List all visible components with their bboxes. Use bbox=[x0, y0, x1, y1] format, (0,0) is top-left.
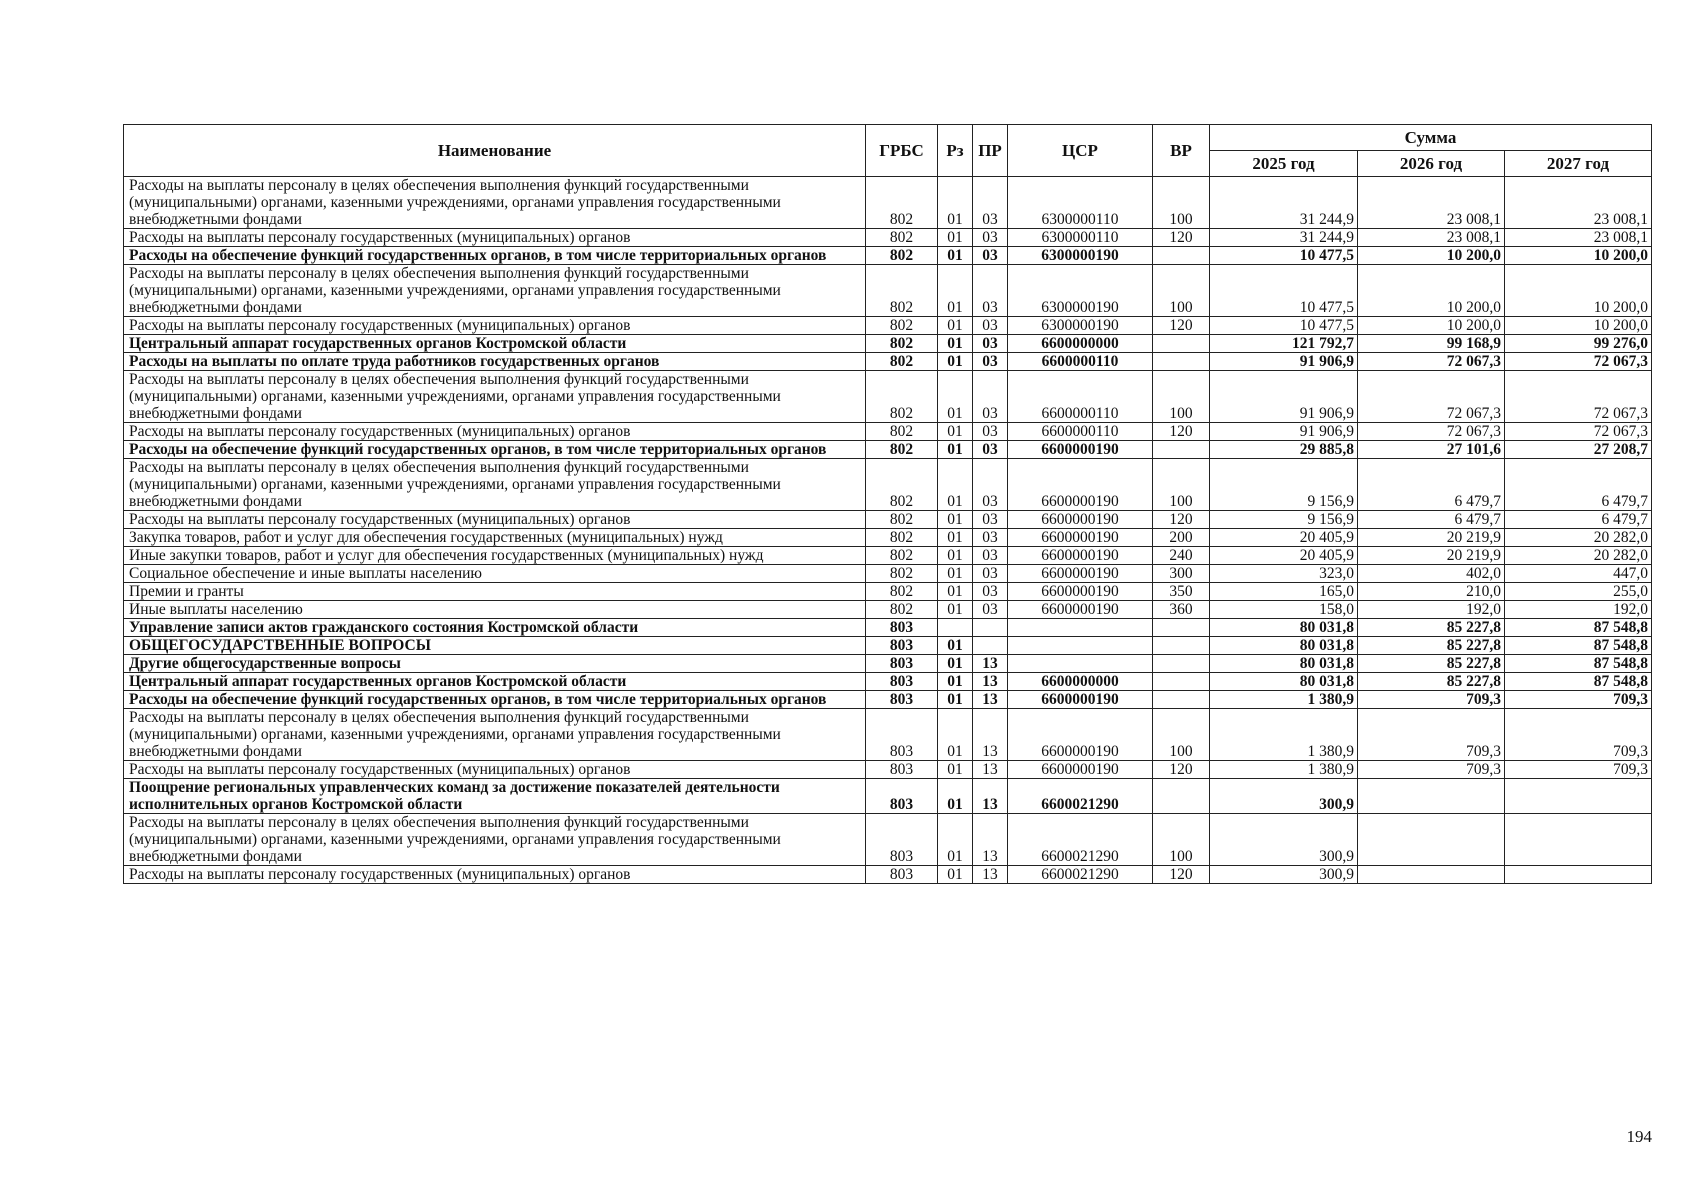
cell-sum-2027 bbox=[1505, 779, 1652, 814]
cell-grbs: 802 bbox=[866, 229, 938, 247]
cell-sum-2025: 80 031,8 bbox=[1210, 637, 1358, 655]
table-row bbox=[124, 691, 1652, 709]
table-row bbox=[124, 177, 1652, 229]
cell-vr: 120 bbox=[1153, 423, 1210, 441]
cell-rz: 01 bbox=[938, 177, 973, 229]
cell-sum-2027: 709,3 bbox=[1505, 761, 1652, 779]
cell-csr: 6300000190 bbox=[1008, 265, 1153, 317]
cell-pr: 03 bbox=[973, 601, 1008, 619]
cell-sum-2026: 99 168,9 bbox=[1358, 335, 1505, 353]
cell-sum-2027: 447,0 bbox=[1505, 565, 1652, 583]
cell-pr: 13 bbox=[973, 709, 1008, 761]
cell-vr bbox=[1153, 335, 1210, 353]
cell-rz: 01 bbox=[938, 814, 973, 866]
cell-name: Расходы на выплаты персоналу в целях обеспечения выполнения функций государственными (муниципальными) органами, казенными учреждениями, органами управления государственными внебюджетными фондами bbox=[124, 371, 866, 423]
cell-grbs: 803 bbox=[866, 866, 938, 884]
budget-table bbox=[123, 124, 1652, 884]
cell-sum-2025: 10 477,5 bbox=[1210, 317, 1358, 335]
cell-sum-2027: 99 276,0 bbox=[1505, 335, 1652, 353]
table-row bbox=[124, 247, 1652, 265]
cell-name: ОБЩЕГОСУДАРСТВЕННЫЕ ВОПРОСЫ bbox=[124, 637, 866, 655]
cell-sum-2025: 300,9 bbox=[1210, 814, 1358, 866]
cell-sum-2026: 23 008,1 bbox=[1358, 229, 1505, 247]
cell-rz: 01 bbox=[938, 529, 973, 547]
cell-vr bbox=[1153, 637, 1210, 655]
cell-rz: 01 bbox=[938, 565, 973, 583]
cell-rz: 01 bbox=[938, 265, 973, 317]
cell-sum-2025: 80 031,8 bbox=[1210, 619, 1358, 637]
cell-pr: 13 bbox=[973, 779, 1008, 814]
cell-name: Расходы на выплаты персоналу в целях обеспечения выполнения функций государственными (муниципальными) органами, казенными учреждениями, органами управления государственными внебюджетными фондами bbox=[124, 459, 866, 511]
cell-csr: 6600000190 bbox=[1008, 583, 1153, 601]
cell-sum-2026: 72 067,3 bbox=[1358, 423, 1505, 441]
cell-pr: 03 bbox=[973, 317, 1008, 335]
cell-csr: 6300000110 bbox=[1008, 177, 1153, 229]
header-year-2027: 2027 год bbox=[1505, 151, 1652, 177]
cell-pr: 13 bbox=[973, 814, 1008, 866]
cell-csr: 6600000190 bbox=[1008, 761, 1153, 779]
cell-vr: 100 bbox=[1153, 177, 1210, 229]
cell-sum-2027 bbox=[1505, 814, 1652, 866]
cell-rz: 01 bbox=[938, 441, 973, 459]
cell-sum-2026: 709,3 bbox=[1358, 691, 1505, 709]
cell-grbs: 802 bbox=[866, 529, 938, 547]
cell-csr: 6600000110 bbox=[1008, 423, 1153, 441]
cell-csr: 6600021290 bbox=[1008, 814, 1153, 866]
cell-sum-2027: 87 548,8 bbox=[1505, 637, 1652, 655]
cell-pr: 03 bbox=[973, 547, 1008, 565]
cell-sum-2026: 27 101,6 bbox=[1358, 441, 1505, 459]
table-row bbox=[124, 547, 1652, 565]
cell-name: Премии и гранты bbox=[124, 583, 866, 601]
page-number: 194 bbox=[1626, 1127, 1652, 1146]
cell-csr: 6600000190 bbox=[1008, 547, 1153, 565]
cell-sum-2025: 80 031,8 bbox=[1210, 655, 1358, 673]
cell-csr: 6600000190 bbox=[1008, 511, 1153, 529]
cell-sum-2026: 85 227,8 bbox=[1358, 673, 1505, 691]
cell-pr: 03 bbox=[973, 247, 1008, 265]
cell-pr: 13 bbox=[973, 866, 1008, 884]
cell-csr: 6600000190 bbox=[1008, 459, 1153, 511]
cell-csr: 6300000190 bbox=[1008, 317, 1153, 335]
cell-csr: 6300000110 bbox=[1008, 229, 1153, 247]
cell-name: Расходы на выплаты персоналу в целях обеспечения выполнения функций государственными (муниципальными) органами, казенными учреждениями, органами управления государственными внебюджетными фондами bbox=[124, 814, 866, 866]
cell-sum-2025: 91 906,9 bbox=[1210, 371, 1358, 423]
cell-name: Управление записи актов гражданского состояния Костромской области bbox=[124, 619, 866, 637]
cell-csr: 6600000190 bbox=[1008, 565, 1153, 583]
cell-sum-2026: 709,3 bbox=[1358, 709, 1505, 761]
cell-rz: 01 bbox=[938, 779, 973, 814]
cell-sum-2027: 6 479,7 bbox=[1505, 511, 1652, 529]
cell-vr: 240 bbox=[1153, 547, 1210, 565]
cell-vr: 200 bbox=[1153, 529, 1210, 547]
cell-rz: 01 bbox=[938, 547, 973, 565]
header-grbs: ГРБС bbox=[866, 125, 938, 177]
cell-rz: 01 bbox=[938, 866, 973, 884]
cell-csr: 6600000190 bbox=[1008, 529, 1153, 547]
cell-name: Расходы на обеспечение функций государственных органов, в том числе территориальных органов bbox=[124, 691, 866, 709]
table-row bbox=[124, 601, 1652, 619]
table-row bbox=[124, 511, 1652, 529]
cell-name: Расходы на выплаты персоналу государственных (муниципальных) органов bbox=[124, 511, 866, 529]
cell-grbs: 802 bbox=[866, 583, 938, 601]
cell-rz: 01 bbox=[938, 353, 973, 371]
cell-sum-2027: 6 479,7 bbox=[1505, 459, 1652, 511]
cell-name: Расходы на выплаты по оплате труда работников государственных органов bbox=[124, 353, 866, 371]
cell-rz: 01 bbox=[938, 673, 973, 691]
cell-rz: 01 bbox=[938, 247, 973, 265]
cell-pr bbox=[973, 619, 1008, 637]
cell-sum-2026: 85 227,8 bbox=[1358, 655, 1505, 673]
cell-pr: 03 bbox=[973, 565, 1008, 583]
cell-grbs: 803 bbox=[866, 691, 938, 709]
table-row bbox=[124, 371, 1652, 423]
cell-vr bbox=[1153, 441, 1210, 459]
table-row bbox=[124, 265, 1652, 317]
cell-name: Другие общегосударственные вопросы bbox=[124, 655, 866, 673]
cell-csr bbox=[1008, 655, 1153, 673]
cell-grbs: 802 bbox=[866, 423, 938, 441]
cell-rz: 01 bbox=[938, 583, 973, 601]
header-year-2026: 2026 год bbox=[1358, 151, 1505, 177]
cell-sum-2026 bbox=[1358, 779, 1505, 814]
cell-sum-2025: 9 156,9 bbox=[1210, 511, 1358, 529]
cell-csr: 6600021290 bbox=[1008, 866, 1153, 884]
cell-sum-2026: 23 008,1 bbox=[1358, 177, 1505, 229]
cell-vr: 100 bbox=[1153, 265, 1210, 317]
table-row bbox=[124, 441, 1652, 459]
cell-csr: 6600000110 bbox=[1008, 353, 1153, 371]
cell-csr: 6600000190 bbox=[1008, 691, 1153, 709]
table-row bbox=[124, 673, 1652, 691]
cell-name: Центральный аппарат государственных органов Костромской области bbox=[124, 335, 866, 353]
table-body bbox=[124, 177, 1652, 884]
cell-vr: 100 bbox=[1153, 371, 1210, 423]
cell-sum-2025: 300,9 bbox=[1210, 866, 1358, 884]
cell-grbs: 802 bbox=[866, 601, 938, 619]
cell-sum-2025: 300,9 bbox=[1210, 779, 1358, 814]
cell-sum-2025: 20 405,9 bbox=[1210, 547, 1358, 565]
cell-grbs: 802 bbox=[866, 353, 938, 371]
cell-rz: 01 bbox=[938, 317, 973, 335]
cell-sum-2025: 31 244,9 bbox=[1210, 177, 1358, 229]
header-year-2025: 2025 год bbox=[1210, 151, 1358, 177]
cell-vr bbox=[1153, 673, 1210, 691]
cell-sum-2027: 20 282,0 bbox=[1505, 547, 1652, 565]
header-pr: ПР bbox=[973, 125, 1008, 177]
cell-rz: 01 bbox=[938, 655, 973, 673]
table-row bbox=[124, 619, 1652, 637]
cell-pr: 03 bbox=[973, 265, 1008, 317]
cell-name: Поощрение региональных управленческих команд за достижение показателей деятельности исполнительных органов Костромской области bbox=[124, 779, 866, 814]
cell-sum-2025: 323,0 bbox=[1210, 565, 1358, 583]
cell-sum-2027: 27 208,7 bbox=[1505, 441, 1652, 459]
cell-grbs: 803 bbox=[866, 619, 938, 637]
cell-sum-2025: 10 477,5 bbox=[1210, 247, 1358, 265]
table-row bbox=[124, 459, 1652, 511]
cell-sum-2027: 709,3 bbox=[1505, 691, 1652, 709]
cell-sum-2026: 6 479,7 bbox=[1358, 459, 1505, 511]
cell-csr: 6600000000 bbox=[1008, 335, 1153, 353]
cell-sum-2025: 20 405,9 bbox=[1210, 529, 1358, 547]
cell-sum-2027: 255,0 bbox=[1505, 583, 1652, 601]
cell-vr: 300 bbox=[1153, 565, 1210, 583]
cell-vr bbox=[1153, 619, 1210, 637]
cell-grbs: 802 bbox=[866, 371, 938, 423]
table-row bbox=[124, 583, 1652, 601]
cell-sum-2026: 10 200,0 bbox=[1358, 265, 1505, 317]
cell-name: Расходы на выплаты персоналу государственных (муниципальных) органов bbox=[124, 761, 866, 779]
cell-pr: 03 bbox=[973, 459, 1008, 511]
cell-pr: 03 bbox=[973, 229, 1008, 247]
cell-name: Закупка товаров, работ и услуг для обеспечения государственных (муниципальных) нужд bbox=[124, 529, 866, 547]
table-header bbox=[124, 125, 1652, 177]
cell-vr bbox=[1153, 353, 1210, 371]
cell-vr: 360 bbox=[1153, 601, 1210, 619]
cell-csr bbox=[1008, 637, 1153, 655]
table-row bbox=[124, 423, 1652, 441]
cell-sum-2026: 10 200,0 bbox=[1358, 247, 1505, 265]
cell-grbs: 803 bbox=[866, 814, 938, 866]
cell-sum-2027: 72 067,3 bbox=[1505, 371, 1652, 423]
cell-pr: 03 bbox=[973, 529, 1008, 547]
table-row bbox=[124, 637, 1652, 655]
table-row bbox=[124, 565, 1652, 583]
cell-sum-2025: 91 906,9 bbox=[1210, 353, 1358, 371]
cell-name: Расходы на выплаты персоналу в целях обеспечения выполнения функций государственными (муниципальными) органами, казенными учреждениями, органами управления государственными внебюджетными фондами bbox=[124, 709, 866, 761]
cell-sum-2027: 20 282,0 bbox=[1505, 529, 1652, 547]
header-sum: Сумма bbox=[1210, 125, 1652, 151]
cell-sum-2025: 31 244,9 bbox=[1210, 229, 1358, 247]
cell-sum-2025: 1 380,9 bbox=[1210, 709, 1358, 761]
cell-sum-2027: 192,0 bbox=[1505, 601, 1652, 619]
cell-sum-2026: 709,3 bbox=[1358, 761, 1505, 779]
cell-pr: 13 bbox=[973, 761, 1008, 779]
cell-vr bbox=[1153, 779, 1210, 814]
cell-sum-2027: 10 200,0 bbox=[1505, 247, 1652, 265]
cell-sum-2027: 87 548,8 bbox=[1505, 655, 1652, 673]
cell-rz: 01 bbox=[938, 709, 973, 761]
cell-sum-2027: 87 548,8 bbox=[1505, 673, 1652, 691]
cell-pr: 03 bbox=[973, 441, 1008, 459]
cell-sum-2025: 9 156,9 bbox=[1210, 459, 1358, 511]
table-row bbox=[124, 814, 1652, 866]
cell-rz: 01 bbox=[938, 423, 973, 441]
cell-sum-2026: 10 200,0 bbox=[1358, 317, 1505, 335]
cell-sum-2026: 72 067,3 bbox=[1358, 353, 1505, 371]
header-name: Наименование bbox=[124, 125, 866, 177]
cell-name: Расходы на выплаты персоналу государственных (муниципальных) органов bbox=[124, 317, 866, 335]
cell-grbs: 802 bbox=[866, 547, 938, 565]
cell-sum-2027: 72 067,3 bbox=[1505, 353, 1652, 371]
cell-vr: 100 bbox=[1153, 709, 1210, 761]
cell-sum-2026: 72 067,3 bbox=[1358, 371, 1505, 423]
cell-pr: 13 bbox=[973, 655, 1008, 673]
cell-csr: 6600000190 bbox=[1008, 601, 1153, 619]
cell-csr: 6600000000 bbox=[1008, 673, 1153, 691]
cell-name: Расходы на выплаты персоналу государственных (муниципальных) органов bbox=[124, 229, 866, 247]
cell-sum-2026: 20 219,9 bbox=[1358, 547, 1505, 565]
cell-grbs: 803 bbox=[866, 709, 938, 761]
table-row bbox=[124, 335, 1652, 353]
table-row bbox=[124, 779, 1652, 814]
cell-grbs: 803 bbox=[866, 761, 938, 779]
table-row bbox=[124, 529, 1652, 547]
cell-sum-2027 bbox=[1505, 866, 1652, 884]
cell-grbs: 803 bbox=[866, 779, 938, 814]
cell-pr: 13 bbox=[973, 691, 1008, 709]
cell-grbs: 802 bbox=[866, 335, 938, 353]
cell-csr: 6600000190 bbox=[1008, 709, 1153, 761]
cell-vr: 120 bbox=[1153, 761, 1210, 779]
cell-rz: 01 bbox=[938, 335, 973, 353]
cell-vr: 350 bbox=[1153, 583, 1210, 601]
cell-rz: 01 bbox=[938, 691, 973, 709]
cell-vr: 100 bbox=[1153, 459, 1210, 511]
table-row bbox=[124, 229, 1652, 247]
cell-sum-2027: 23 008,1 bbox=[1505, 177, 1652, 229]
cell-rz: 01 bbox=[938, 637, 973, 655]
header-rz: Рз bbox=[938, 125, 973, 177]
cell-name: Расходы на выплаты персоналу государственных (муниципальных) органов bbox=[124, 423, 866, 441]
cell-name: Расходы на выплаты персоналу государственных (муниципальных) органов bbox=[124, 866, 866, 884]
cell-vr bbox=[1153, 691, 1210, 709]
header-vr: ВР bbox=[1153, 125, 1210, 177]
cell-sum-2027: 10 200,0 bbox=[1505, 317, 1652, 335]
cell-sum-2027: 709,3 bbox=[1505, 709, 1652, 761]
cell-sum-2026 bbox=[1358, 814, 1505, 866]
cell-name: Иные выплаты населению bbox=[124, 601, 866, 619]
table-row bbox=[124, 866, 1652, 884]
cell-csr: 6600021290 bbox=[1008, 779, 1153, 814]
cell-sum-2025: 91 906,9 bbox=[1210, 423, 1358, 441]
cell-sum-2027: 87 548,8 bbox=[1505, 619, 1652, 637]
cell-sum-2025: 10 477,5 bbox=[1210, 265, 1358, 317]
table-row bbox=[124, 761, 1652, 779]
cell-pr: 03 bbox=[973, 423, 1008, 441]
table-row bbox=[124, 655, 1652, 673]
cell-grbs: 802 bbox=[866, 459, 938, 511]
cell-vr: 120 bbox=[1153, 866, 1210, 884]
cell-grbs: 802 bbox=[866, 441, 938, 459]
cell-sum-2027: 72 067,3 bbox=[1505, 423, 1652, 441]
cell-rz: 01 bbox=[938, 761, 973, 779]
cell-pr: 03 bbox=[973, 583, 1008, 601]
cell-grbs: 802 bbox=[866, 177, 938, 229]
cell-pr: 03 bbox=[973, 335, 1008, 353]
cell-name: Расходы на выплаты персоналу в целях обеспечения выполнения функций государственными (муниципальными) органами, казенными учреждениями, органами управления государственными внебюджетными фондами bbox=[124, 265, 866, 317]
cell-sum-2025: 29 885,8 bbox=[1210, 441, 1358, 459]
cell-grbs: 802 bbox=[866, 565, 938, 583]
cell-rz: 01 bbox=[938, 229, 973, 247]
table-row bbox=[124, 353, 1652, 371]
cell-name: Расходы на обеспечение функций государственных органов, в том числе территориальных органов bbox=[124, 441, 866, 459]
cell-grbs: 803 bbox=[866, 637, 938, 655]
cell-csr: 6600000110 bbox=[1008, 371, 1153, 423]
cell-vr: 120 bbox=[1153, 317, 1210, 335]
cell-sum-2025: 165,0 bbox=[1210, 583, 1358, 601]
cell-sum-2026: 192,0 bbox=[1358, 601, 1505, 619]
cell-grbs: 803 bbox=[866, 655, 938, 673]
cell-sum-2025: 1 380,9 bbox=[1210, 691, 1358, 709]
cell-grbs: 802 bbox=[866, 265, 938, 317]
cell-rz: 01 bbox=[938, 459, 973, 511]
cell-sum-2025: 80 031,8 bbox=[1210, 673, 1358, 691]
cell-pr: 13 bbox=[973, 673, 1008, 691]
cell-pr: 03 bbox=[973, 353, 1008, 371]
cell-sum-2026: 20 219,9 bbox=[1358, 529, 1505, 547]
cell-sum-2026: 85 227,8 bbox=[1358, 619, 1505, 637]
cell-sum-2025: 121 792,7 bbox=[1210, 335, 1358, 353]
cell-sum-2026: 6 479,7 bbox=[1358, 511, 1505, 529]
cell-rz: 01 bbox=[938, 511, 973, 529]
cell-name: Центральный аппарат государственных органов Костромской области bbox=[124, 673, 866, 691]
cell-name: Иные закупки товаров, работ и услуг для обеспечения государственных (муниципальных) нужд bbox=[124, 547, 866, 565]
cell-vr: 120 bbox=[1153, 229, 1210, 247]
cell-sum-2025: 158,0 bbox=[1210, 601, 1358, 619]
cell-pr: 03 bbox=[973, 177, 1008, 229]
cell-rz: 01 bbox=[938, 371, 973, 423]
cell-name: Социальное обеспечение и иные выплаты населению bbox=[124, 565, 866, 583]
table-row bbox=[124, 317, 1652, 335]
cell-name: Расходы на обеспечение функций государственных органов, в том числе территориальных органов bbox=[124, 247, 866, 265]
cell-sum-2025: 1 380,9 bbox=[1210, 761, 1358, 779]
cell-sum-2026: 85 227,8 bbox=[1358, 637, 1505, 655]
cell-sum-2026 bbox=[1358, 866, 1505, 884]
cell-vr: 100 bbox=[1153, 814, 1210, 866]
header-csr: ЦСР bbox=[1008, 125, 1153, 177]
cell-name: Расходы на выплаты персоналу в целях обеспечения выполнения функций государственными (муниципальными) органами, казенными учреждениями, органами управления государственными внебюджетными фондами bbox=[124, 177, 866, 229]
cell-sum-2026: 402,0 bbox=[1358, 565, 1505, 583]
cell-grbs: 803 bbox=[866, 673, 938, 691]
cell-pr bbox=[973, 637, 1008, 655]
cell-grbs: 802 bbox=[866, 247, 938, 265]
cell-csr bbox=[1008, 619, 1153, 637]
cell-rz bbox=[938, 619, 973, 637]
cell-csr: 6600000190 bbox=[1008, 441, 1153, 459]
cell-pr: 03 bbox=[973, 371, 1008, 423]
cell-sum-2027: 23 008,1 bbox=[1505, 229, 1652, 247]
cell-rz: 01 bbox=[938, 601, 973, 619]
cell-grbs: 802 bbox=[866, 317, 938, 335]
cell-csr: 6300000190 bbox=[1008, 247, 1153, 265]
cell-pr: 03 bbox=[973, 511, 1008, 529]
cell-vr bbox=[1153, 655, 1210, 673]
cell-sum-2027: 10 200,0 bbox=[1505, 265, 1652, 317]
cell-grbs: 802 bbox=[866, 511, 938, 529]
table-row bbox=[124, 709, 1652, 761]
cell-sum-2026: 210,0 bbox=[1358, 583, 1505, 601]
cell-vr: 120 bbox=[1153, 511, 1210, 529]
cell-vr bbox=[1153, 247, 1210, 265]
